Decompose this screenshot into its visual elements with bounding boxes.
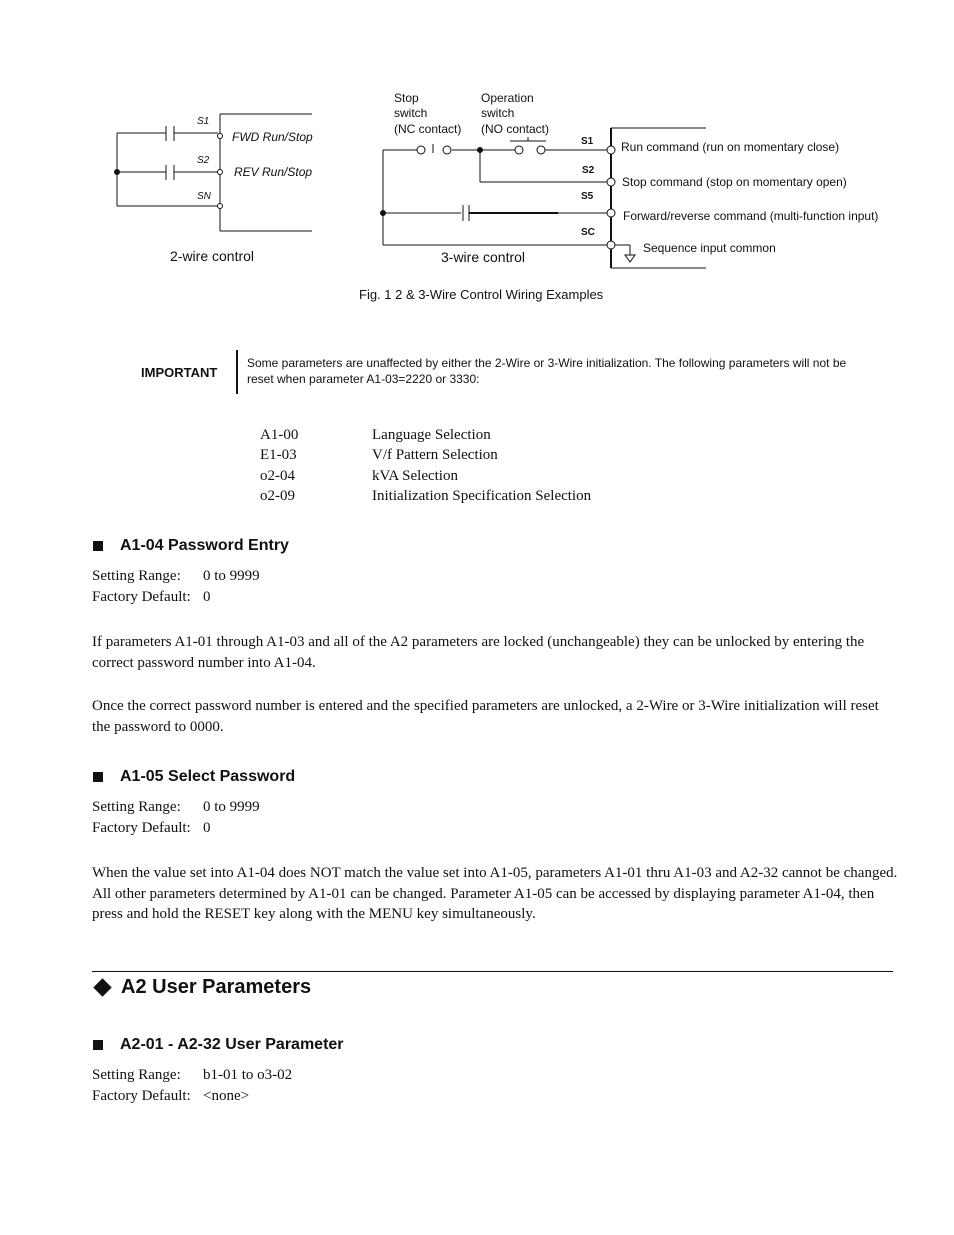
a1-04-settings (92, 566, 260, 608)
a1-05-paragraph-1: When the value set into A1-04 does NOT match the value set into A1-05, parameters A1-01 thru A1-03 and A2-32 cannot be changed. All other parameters determined by A1-01 can be changed. Parameter A1-05 can be accessed by displaying parameter A1-04, then press and hold the RESET key along with the MENU key simultaneously. (92, 865, 898, 922)
a1-04-heading (93, 537, 289, 555)
terminal-s2-label: S2 (197, 155, 210, 166)
a1-04-heading-text: A1-04 Password Entry (120, 537, 289, 554)
factory-default-value: 0 (203, 589, 211, 605)
param-code: o2-04 (260, 468, 295, 484)
terminal-s1-3wire: S1 (581, 136, 594, 147)
important-label: IMPORTANT (141, 365, 218, 380)
sequence-common-label: Sequence input common (643, 241, 776, 255)
terminal-s2-3wire: S2 (582, 165, 595, 176)
a1-05-settings (92, 797, 260, 839)
fwd-rev-command-label: Forward/reverse command (multi-function input) (623, 209, 879, 223)
terminal-sn-label: SN (197, 191, 211, 202)
factory-default-label: Factory Default: (92, 1088, 191, 1104)
section-rule (92, 971, 893, 972)
param-code: E1-03 (260, 447, 297, 463)
a1-05-heading-text: A1-05 Select Password (120, 768, 296, 785)
fwd-run-stop-label: FWD Run/Stop (232, 130, 313, 144)
table-row (260, 445, 660, 466)
a2-01-settings (92, 1065, 292, 1107)
factory-default-value: <none> (203, 1088, 250, 1104)
important-divider (236, 350, 238, 394)
a1-04-paragraph-1: If parameters A1-01 through A1-03 and all of the A2 parameters are locked (unchangeable) they can be unlocked by entering the correct password number into A1-04. (92, 634, 865, 671)
diamond-bullet-icon (93, 978, 111, 996)
factory-default-label: Factory Default: (92, 820, 191, 836)
figure-caption: Fig. 1 2 & 3-Wire Control Wiring Examples (359, 287, 604, 302)
param-description: kVA Selection (372, 468, 458, 484)
operation-switch-label-line1: Operation (481, 91, 534, 105)
table-row (260, 486, 660, 507)
setting-range-label: Setting Range: (92, 1067, 181, 1083)
wiring-diagram-figure (0, 0, 954, 320)
stop-switch-label-line2: switch (394, 106, 428, 120)
param-description: Language Selection (372, 427, 491, 443)
square-bullet-icon (93, 541, 103, 551)
table-row (260, 425, 660, 446)
unaffected-parameters-table (260, 425, 660, 509)
a2-01-heading (93, 1036, 344, 1054)
stop-command-label: Stop command (stop on momentary open) (622, 175, 847, 189)
setting-range-label: Setting Range: (92, 799, 181, 815)
a2-section-heading (93, 976, 311, 999)
terminal-s5-3wire: S5 (581, 191, 594, 202)
run-command-label: Run command (run on momentary close) (621, 140, 840, 154)
two-wire-title: 2-wire control (170, 248, 255, 264)
factory-default-value: 0 (203, 820, 211, 836)
operation-switch-label-line2: switch (481, 106, 515, 120)
setting-range-value: 0 to 9999 (203, 568, 260, 584)
square-bullet-icon (93, 772, 103, 782)
setting-range-value: b1-01 to o3-02 (203, 1067, 293, 1083)
rev-run-stop-label: REV Run/Stop (234, 165, 313, 179)
factory-default-label: Factory Default: (92, 589, 191, 605)
param-description: V/f Pattern Selection (372, 447, 498, 463)
stop-switch-label-line3: (NC contact) (394, 122, 462, 136)
a2-01-heading-text: A2-01 - A2-32 User Parameter (120, 1036, 344, 1053)
stop-switch-label-line1: Stop (394, 91, 419, 105)
operation-switch-label-line3: (NO contact) (481, 122, 550, 136)
setting-range-value: 0 to 9999 (203, 799, 260, 815)
a2-section-heading-text: A2 User Parameters (121, 976, 312, 998)
terminal-sc-3wire: SC (581, 227, 595, 238)
param-description: Initialization Specification Selection (372, 488, 592, 504)
param-code: A1-00 (260, 427, 299, 443)
a1-05-heading (93, 768, 295, 786)
square-bullet-icon (93, 1040, 103, 1050)
table-row (260, 466, 660, 487)
a1-04-paragraph-2: Once the correct password number is entered and the specified parameters are unlocked, a 2-Wire or 3-Wire initialization will reset the password to 0000. (92, 698, 879, 735)
important-text: Some parameters are unaffected by either the 2-Wire or 3-Wire initialization. The following parameters will not be reset when parameter A1-03=2220 or 3330: (247, 356, 847, 386)
param-code: o2-09 (260, 488, 295, 504)
three-wire-title: 3-wire control (441, 249, 526, 265)
setting-range-label: Setting Range: (92, 568, 181, 584)
terminal-s1-label: S1 (197, 116, 210, 127)
